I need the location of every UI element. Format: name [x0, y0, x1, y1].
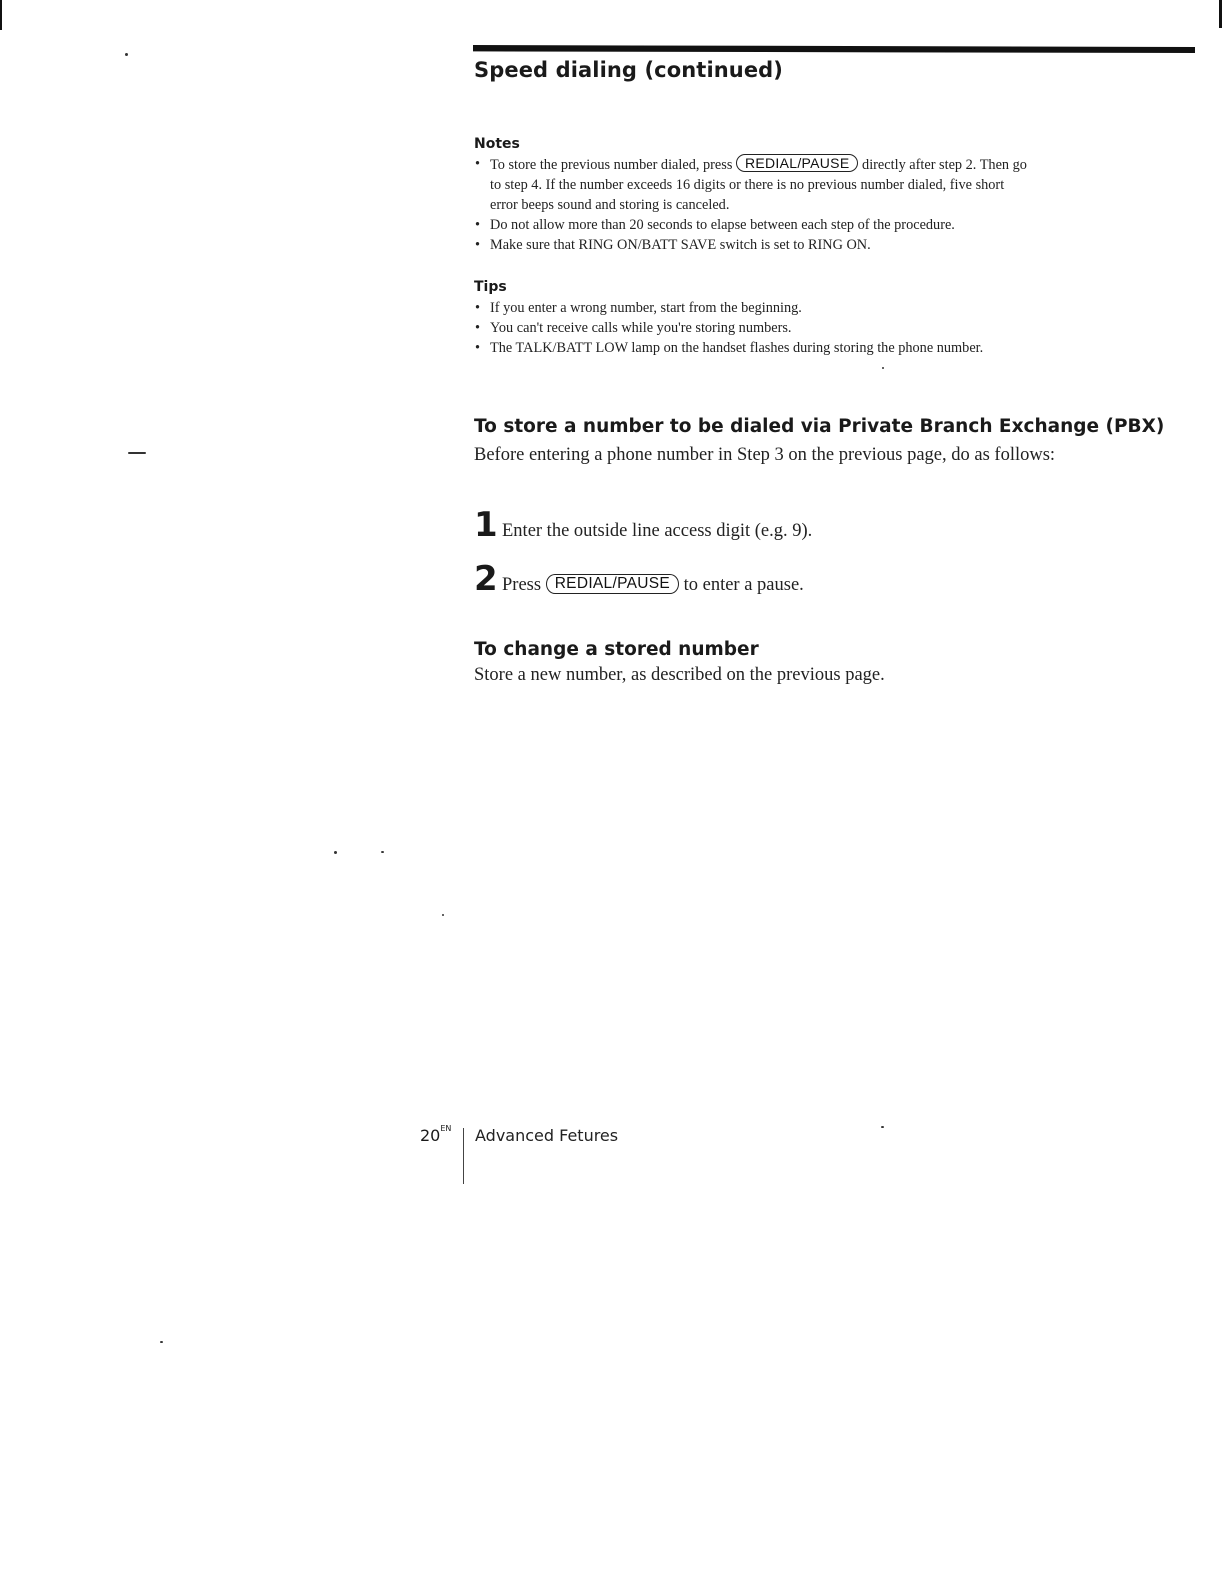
page-footer — [420, 1124, 451, 1148]
redial-pause-key: REDIAL/PAUSE — [736, 154, 859, 172]
step-text: Enter the outside line access digit (e.g. 9). — [502, 521, 813, 541]
change-text: Store a new number, as described on the previous page. — [474, 665, 885, 685]
bullet: • — [475, 300, 481, 316]
tip-text: If you enter a wrong number, start from the beginning. — [490, 300, 802, 316]
scan-speck — [442, 914, 444, 916]
scan-speck — [882, 367, 884, 369]
step-text-before: Press — [502, 575, 542, 595]
tips-list — [474, 298, 1014, 358]
scan-speck — [381, 851, 384, 853]
footer-divider — [463, 1128, 464, 1184]
scan-speck — [125, 53, 128, 56]
note-item — [474, 154, 1034, 215]
pbx-step-1 — [474, 505, 813, 545]
tips-heading: Tips — [474, 279, 507, 295]
tip-item — [474, 298, 1014, 318]
note-text: To store the previous number dialed, press — [490, 157, 733, 173]
pbx-intro: Before entering a phone number in Step 3 on the previous page, do as follows: — [474, 445, 1056, 465]
step-number: 2 — [474, 559, 498, 599]
bullet: • — [475, 320, 481, 336]
section-name: Advanced Fetures — [475, 1126, 619, 1145]
bullet: • — [475, 156, 481, 172]
scan-speck — [160, 1341, 163, 1343]
bullet: • — [475, 340, 481, 356]
page-number: 20 — [420, 1126, 441, 1145]
tip-text: The TALK/BATT LOW lamp on the handset flashes during storing the phone number. — [490, 340, 984, 356]
scan-speck — [128, 452, 146, 454]
pbx-heading: To store a number to be dialed via Private Branch Exchange (PBX) — [474, 416, 1165, 437]
page-suffix: EN — [440, 1124, 452, 1133]
step-text — [502, 574, 804, 596]
tip-item — [474, 318, 1014, 338]
note-text: directly after step 2. Then go to step 4. If the number exceeds 16 digits or there is no previous number dialed, five short error beeps sound and storing is canceled. — [490, 157, 1027, 213]
page-title: Speed dialing (continued) — [474, 58, 784, 82]
note-item — [474, 215, 1034, 235]
step-number: 1 — [474, 505, 498, 545]
bullet: • — [475, 237, 481, 253]
note-text: Do not allow more than 20 seconds to elapse between each step of the procedure. — [490, 217, 955, 233]
change-heading: To change a stored number — [474, 639, 759, 660]
step-text-after: to enter a pause. — [683, 575, 804, 595]
scan-speck — [334, 851, 337, 854]
tip-text: You can't receive calls while you're storing numbers. — [490, 320, 792, 336]
note-text: Make sure that RING ON/BATT SAVE switch is set to RING ON. — [490, 237, 871, 253]
notes-heading: Notes — [474, 136, 520, 152]
notes-list — [474, 154, 1034, 255]
scan-speck — [881, 1126, 884, 1128]
note-item — [474, 235, 1034, 255]
header-rule — [473, 45, 1195, 53]
left-edge-mark — [0, 0, 2, 30]
right-edge-mark — [1219, 0, 1222, 28]
tip-item — [474, 338, 1014, 358]
pbx-step-2 — [474, 559, 804, 599]
bullet: • — [475, 217, 481, 233]
redial-pause-key: REDIAL/PAUSE — [546, 574, 679, 594]
